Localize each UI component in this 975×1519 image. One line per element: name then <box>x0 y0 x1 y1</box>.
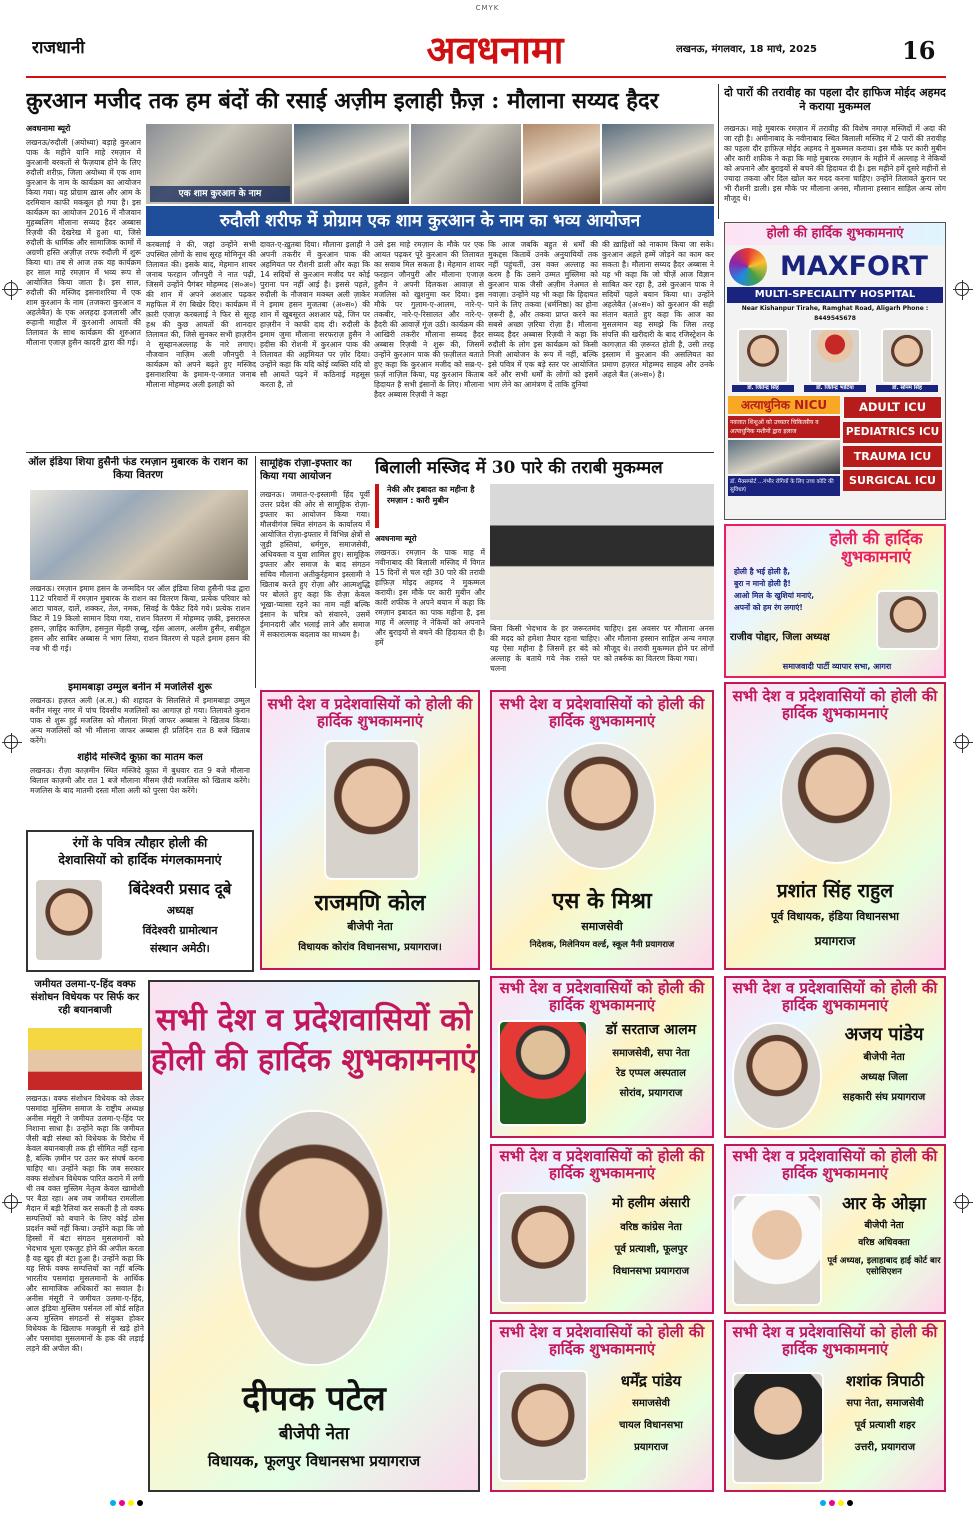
ad-dharmendra-pandey <box>490 1320 714 1492</box>
lead-subhead: रुदौली शरीफ में प्रोग्राम एक शाम कुरआन के नाम का भव्य आयोजन <box>146 206 714 236</box>
nicu-note: नवजात शिशुओं को उच्चतर चिकित्सीय व अत्याधुनिक मशीनों द्वारा इलाज <box>728 416 840 438</box>
mangal-title-1: रंगों के पवित्र त्यौहार होली की <box>72 835 208 850</box>
ration-body: लखनऊ। रमज़ान इमाम हसन के जन्मदिन पर ऑल इंडिया शिया हुसैनी फंड द्वारा 112 परिवारों में रमज़ान मुबारक के राशन का वितरण किया, प्रत्येक परिवार को आटा चावल, दालें, शक्कर, तेल, नमक, सिवई के पैकेट दिये गये। प्रत्येक राशन किट में 19 किलो सामान दिया गया, राशन वितरण में मोहम्मद ज़की, इसरारुल हसन, ज़ाहिद काज़िम, हसनुल मेंहदी ज़ब्बू, रईस आलम, अलीम हुसैन, सबीहुल हसन और साबिर अब्बास ने भाग लिया, राशन वितरण से पहले इमाम हसन की नज्र भी दी गई। <box>30 584 250 654</box>
nicu-photo <box>728 440 840 474</box>
unit-adult-icu: ADULT ICU <box>843 396 942 419</box>
ad-line: रेड एप्पल अस्पताल <box>616 1068 686 1079</box>
ad-deepak-patel <box>148 980 480 1492</box>
registration-mark <box>955 735 969 749</box>
doctor-photo <box>737 328 789 384</box>
lead-col-2: दावत-ए-ख़ुतबा दिया। मौलाना इलाही ने अपनी तकरीर में कुरआन पाक की अहमियत पर रौशनी डाली और कहा कि 14 सदियों से कुरआन मजीद पर कोई पुराना पन नहीं आई है। इससे पहले, रुदौली के नौजवान मक्ब्ल अली ज़ाकेर ने इमाम हसन मुजतबा (अ०स०) की शान में खूबसूरत अशआर पढ़े, जिन पर हाज़रीन ने काफी दाद दी। रुदौली के इमाम जुमा मौलाना सरफराज़ हुसैन ने हदीस की रोशनी में कुरआन पाक की तिलावत की अहमियत पर ज़ोर दिया। उन्होंने कहा कि यदि कोई व्यक्ति यदि वो सौ आयतें पढ़ने में कठिनाई महसूस करता है, तो <box>260 240 370 390</box>
paper-logo: अवधनामा <box>426 27 564 72</box>
holi-ad-title: होली की हार्दिक शुभकामनाएं <box>829 529 923 566</box>
ad-line: पूर्व प्रत्याशी, फूलपुर <box>614 1244 688 1255</box>
poem-line: बुरा न मानो होली है! <box>734 579 791 588</box>
registration-mark <box>955 282 969 296</box>
roza-headline: सामूहिक रोज़ा-इफ्तार का किया गया आयोजन <box>260 458 352 482</box>
waqf-headline: जमीयत उलमा-ए-हिंद वक्फ संशोधन विधेयक पर सिर्फ कर रही बयानबाजी <box>30 979 140 1016</box>
page-number: 16 <box>902 36 936 65</box>
ad-wish: सभी देश व प्रदेशवासियों को होली की हार्दिक शुभकामनाएं <box>732 687 938 723</box>
ad-line: सहकारी संघ प्रयागराज <box>842 1092 926 1103</box>
ad-prashant-singh <box>724 682 946 970</box>
event-photo <box>411 124 521 204</box>
ad-detail: निदेशक, मिलेनियम वर्ल्ड, स्कूल नैनी प्रयागराज <box>529 940 675 950</box>
doctor-name: डॉ. जितेन्द्र सिंह <box>732 385 794 392</box>
mangal-org-2: संस्थान अमेठी। <box>150 942 210 955</box>
event-photo <box>523 124 600 204</box>
ad-line: प्रयागराज <box>634 1442 668 1453</box>
ad-line: चायल विधानसभा <box>619 1420 683 1431</box>
ad-sartaj-alam <box>490 976 714 1138</box>
ad-line: समाजसेवी <box>632 1398 670 1409</box>
ad-role: बीजेपी नेता <box>347 920 393 933</box>
nicu-note-2: डॉ. मैक्सफोर्ट ...गंभीर रोगियों के लिए उच्च कोटि की सुविधाएं <box>728 476 840 496</box>
portrait-photo <box>498 1370 588 1482</box>
ad-line: बीजेपी नेता <box>864 1220 904 1231</box>
ad-wish: सभी देश व प्रदेशवासियों को होली की हार्दिक शुभकामनाएं <box>499 979 705 1015</box>
color-dots <box>110 1500 143 1506</box>
unit-trauma-icu: TRAUMA ICU <box>843 446 942 467</box>
section-name: राजधानी <box>32 38 85 58</box>
lead-col-1: करबलाई ने की, जहां उन्होंने सभी उपस्थित लोगों के साथ सूरह मोमिनून की तिलावत की। इसके बाद, मेहमान शायर जनाब फरहान जौनपुरी ने नात पढ़ी, जिसमें उन्होंने पैगंबर मोहम्मद (स०अ०) की शान में अपने अशआर पढ़कर महफिल में रंग बिखेर दिए। कार्यक्रम में क़ारी एजाज़ करबलाई ने फिर से सूरह हश्र की कुछ आयतों की शानदार तिलावत की, जिसे सुनकर सभी हाज़रीन ने सुब्हानअल्लाह के नारे लगाए। नौजवान नाज़िम अली जौनपुरी ने कार्यक्रम को अपने बढ़ते हुए मस्जिद इसनाशरिया के इमाम-ए-जमात जनाब मौलाना मोहम्मद अली इलाही को <box>146 240 256 390</box>
kufa-body: लखनऊ। रौज़ा काज़मीन स्थित मस्जिदे कूफ़ा में बुधवार रात 9 बजे मौलाना बिलाल काज़मी और रात 1 बजे मौलाना मीसम ज़ैदी मजलिस को खिताब करेंगे। मजलिस के बाद मातमी दस्ता मौला अली को पुरसा पेश करेंगे। <box>30 766 250 796</box>
ad-role: पूर्व विधायक, हंडिया विधानसभा <box>771 910 899 923</box>
waqf-photo <box>28 1028 142 1090</box>
ad-line: वरिष्ठ अधिवक्ता <box>858 1238 910 1248</box>
ad-line: उत्तरी, प्रयागराज <box>854 1442 916 1453</box>
mangal-org-1: विंदेश्वरी ग्रामोत्थान <box>142 924 218 937</box>
side-body: लखनऊ। माहे मुबारक रमज़ान में तरावीह की विशेष नमाज़ मस्जिदों में अदा की जा रही है। अमीनाबाद के नवीनाबाद स्थित बिलाली मस्जिद में 2 पारों की तरावीह का पहला दौर हाफ़िज़ मोईद अहमद ने मुकम्मल कराया। इस मौके पर कारी मुबीन और कारी शफ़ीक ने कहा कि माहे मुबारक रमज़ान के महीने में अल्लाह ने नेकियों को अपनाने और बुराइयों से बचने की हिदायत दी है। इस महीने हमें दूसरे महीनों से ज्यादा तकवा और दिल खोल कर मदद करना चाहिए। उन्होंने तिलावते कुरान पर भी रौशनी डाली। इस मौके पर मौलाना अनस, मौलाना हस्सान साहिल अन्य लोग मौजूद थे। <box>724 124 946 204</box>
dateline: लखनऊ, मंगलवार, 18 मार्च, 2025 <box>676 44 817 55</box>
banner-caption: एक शाम कुरआन के नाम <box>150 186 290 202</box>
ad-line: सपा नेता, समाजसेवी <box>846 1398 924 1409</box>
registration-mark <box>4 1195 18 1209</box>
kufa-headline: शहीदे मस्जिदे कूफ़ा का मातम कल <box>77 752 203 763</box>
ad-ajay-pandey <box>724 976 946 1138</box>
ad-wish: सभी देश व प्रदेशवासियों को होली की हार्दिक शुभकामनाएं <box>732 1147 938 1183</box>
portrait-photo <box>498 1192 588 1304</box>
ad-name: शशांक त्रिपाठी <box>845 1372 925 1390</box>
ad-name: आर के ओझा <box>842 1194 926 1214</box>
portrait-photo <box>732 1372 824 1484</box>
ad-shashank-tripathi <box>724 1320 946 1492</box>
portrait-photo <box>732 1022 822 1130</box>
big-ad-wish-1: सभी देश व प्रदेशवासियों को <box>155 1002 472 1038</box>
doctor-photo <box>881 328 933 384</box>
ad-line: पूर्व प्रत्याशी शहर <box>854 1420 916 1431</box>
bilali-body-3: चाहिए। इस अवसर पर मौलाना अनस और मौलाना हस्सान साहिल अन्य नमाज़ मौजूद थे। तरावी मुकम्मल होने पर लोगों को तबर्रुक का वितरण किया गया। <box>604 624 714 664</box>
poem-line: आओ मिल के खुशियां मनाएं, <box>734 591 815 600</box>
mangal-title-2: देशवासियों को हार्दिक मंगलकामनाएं <box>58 852 222 867</box>
ad-name: राजमणि कोल <box>314 890 426 916</box>
portrait-photo <box>876 590 940 650</box>
ad-name: एस के मिश्रा <box>552 888 652 914</box>
bilali-body: लखनऊ। रमज़ान के पाक माह में नवीनाबाद की बिलाली मस्जिद में विगत 15 दिनों से चल रही 30 पारे की तरावी हाफ़िज़ मोइद अहमद ने मुकम्मल करायी। इस मौके पर कारी मुबीन और कारी शफीक ने अपने बयान में कहा कि रमज़ान इबादत का पाक महीना है, इस माह में अल्लाह ने नेकियों को अपनाने और बुराइयों से बचने की हिदायत दी है। हमें <box>375 548 485 648</box>
hospital-logo-icon <box>729 248 767 286</box>
bilali-quote: नेकी और इबादत का महीना है रमज़ान : कारी मुबीन <box>375 484 485 528</box>
ad-role: समाजसेवी <box>581 920 623 933</box>
ration-headline: ऑल इंडिया शिया हुसैनी फंड रमज़ान मुबारक के राशन का किया वितरण <box>28 456 248 482</box>
majlis-body: लखनऊ। हज़रत अली (अ.स.) की शहादत के सिलसिले में इमामबाड़ा उम्मुल बनीन मंसूर नगर में पांच दिवसीय मजलिसों का आगाज़ हो गया। तिलावते कुरान पाक से शुरू हुई मजलिस को मौलाना मिर्ज़ा जाफर अब्बास ने खिताब किया। अन्य मजलिसों को भी मौलाना जाफर अब्बास ही प्रतिदिन रात 8 बजे खिताब करेंगे। <box>30 696 250 746</box>
doctor-photo <box>809 328 861 384</box>
hospital-address: Near Kishanpur Tirahe, Ramghat Road, Aligarh Phone : 8449545678 <box>741 305 929 322</box>
big-ad-wish-2: होली की हार्दिक शुभकामनाएं <box>150 1042 478 1078</box>
doctor-name: डॉ. सोनम सिंह <box>876 385 938 392</box>
ad-wish: सभी देश व प्रदेशवासियों को होली की हार्दिक शुभकामनाएं <box>499 1147 705 1183</box>
poem-line: अपनों को हम रंग लगाएं! <box>734 603 803 612</box>
lead-headline: क़ुरआन मजीद तक हम बंदों की रसाई अज़ीम इलाही फ़ैज़ : मौलाना सय्यद हैदर <box>26 88 659 114</box>
lead-intro: लखनऊ/रुदौली (अयोध्या) बड़ाहे कुरआन पाक के महीने यानि माहे रमज़ान में कुरआनी बरकतों से फैज़याब होने के लिए रुदौली शरीफ़, जिला अयोध्या में एक शाम कुरआन के नाम के कार्यक्रम का आयोजन किया गया। यह प्रोग्राम ख़ास और आम के दरमियान काफी मकबूल हो गया है। इस कार्यक्रम का आयोजन 2016 में नौजवान मुहब्बलिग मौलाना सय्यद हैदर अब्बास रिज़वी की देखरेख में हुआ था, जिसे रुदौली के धार्मिक और सामाजिक कामों में अग्रणी हस्ति अज़ीज़ तरफ रुदौली में शुरू किया था। तब से आज तक यह कार्यक्रम हर साल माहे रमज़ान में भव्य रूप से आयोजित किया जाता है। इस साल, रुदौली की मस्जिद इसनाशरिया में एक शाम कुरआन के नाम (तजकरा कुरआन व अहलेबैत) के एक अलहदा इजलासी और रूहानी माहौल में कुरआनी आयतों की तिलावत के साथ कार्यक्रम की शुरुआत मौलाना एजाज़ हुसैन कादरी द्वारा की गई। <box>26 138 141 348</box>
registration-mark <box>955 1195 969 1209</box>
ad-name: डॉ सरताज आलम <box>605 1022 697 1038</box>
color-dots <box>820 1500 853 1506</box>
bilali-byline: अवधनामा ब्यूरो <box>375 534 417 543</box>
portrait-photo <box>34 878 104 962</box>
poem-line: होली है भई होली है, <box>734 567 791 576</box>
ad-line: अध्यक्ष जिला <box>860 1072 908 1083</box>
lead-byline: अवधनामा ब्यूरो <box>26 124 71 133</box>
portrait-photo <box>498 1020 588 1126</box>
event-photo <box>294 124 409 204</box>
big-ad-role: बीजेपी नेता <box>278 1424 350 1444</box>
ad-line: विधानसभा प्रयागराज <box>612 1266 690 1277</box>
ad-line: सोरांव, प्रयागराज <box>619 1088 683 1099</box>
cmyk-label: CMYK <box>475 4 500 12</box>
ad-rk-ojha <box>724 1144 946 1314</box>
nicu-label: अत्याधुनिक NICU <box>728 396 840 414</box>
ad-wish: सभी देश व प्रदेशवासियों को होली की हार्दिक शुभकामनाएं <box>267 695 473 731</box>
side-headline: दो पारों की तरावीह का पहला दौर हाफिज मोईद अहमद ने कराया मुकम्मल <box>724 86 946 113</box>
registration-mark <box>4 282 18 296</box>
ad-rajmani-kol <box>260 690 480 970</box>
portrait-photo <box>238 1110 390 1366</box>
event-photo <box>602 124 714 204</box>
holi-greeting-ad <box>724 524 946 678</box>
ad-name: प्रशांत सिंह राहुल <box>776 880 894 902</box>
unit-pediatrics-icu: PEDIATRICS ICU <box>843 422 942 443</box>
section-rule <box>26 452 714 453</box>
ad-detail: प्रयागराज <box>814 934 856 948</box>
ad-wish: सभी देश व प्रदेशवासियों को होली की हार्दिक शुभकामनाएं <box>499 695 705 731</box>
mangal-ad <box>26 830 254 972</box>
hospital-name: MAXFORT <box>780 251 928 282</box>
holi-ad-name: राजीव पोद्दार, जिला अध्यक्ष <box>730 632 830 643</box>
bilali-photo <box>490 484 714 620</box>
unit-surgical-icu: SURGICAL ICU <box>843 470 942 491</box>
ad-detail: विधायक कोरांव विधानसभा, प्रयागराज। <box>298 942 442 953</box>
lead-col-5: की ख़ाहिशों को नाकाम किया जा सके। कुरआन अहले हम्में जोड़ने का काम कर सकता है। मौलाना सय्यद हैदर अब्बास ने यह भी कहा कि जो चीज़ें आज विज्ञान साबित कर रहा है, उसे कुरआन पाक ने सदियों पहले बयान किया था। उन्होंने अहलेबैत (अ०स०) को कुरआन की सही संतान बताते हुए कहा कि आज का मुसलमान यह समझे कि जिस तरह संपत्ति की खरीदारी के बाद रजिस्ट्रेशन के कागज़ात की ज़रूरत होती है, उसी तरह इस्लाम में कुरआन की असलियत का प्रमाण हज़रत मोहम्मद साहब और उनके अहले बैत (अ०स०) है। <box>602 240 714 380</box>
waqf-body: लखनऊ। वक्फ संशोधन विधेयक को लेकर पसमांदा मुस्लिम समाज के राष्ट्रीय अध्यक्ष अनीस मंसूरी ने जमीयत उलमा-ए-हिंद पर निशाना साधा है। उन्होंने कहा कि जमीयत जैसी बड़ी संस्था को विधेयक के विरोध में केवल बयानबाज़ी तक ही सीमित नहीं रहना है, बल्कि ज़मीन पर उतर कर संघर्ष करना चाहिए था। उन्होंने कहा कि जब सरकार वक्फ संशोधन विधेयक पारित कराने में लगी थी तब वक्त मुस्लिम नेतृत्व केवल खामोशी पर बैठा रहा। अब जब जमीयत रामलीला मैदान में बड़ी रैलियां कर सकती है तो वक्फ सम्पत्तियों को बचाने के लिए कोई ठोस प्रदर्शन क्यों नहीं किया। उन्होंने कहा कि जो हिस्सों में बंटा संगठन मुसलमानों को भेदभाव भूला एकजुट होने की अपील करता है वह खुद ही बंटा हुआ है। उन्होंने कहा कि यह सिर्फ वक्फ सम्पत्तियों का नहीं बल्कि भारतीय पसमांदा मुसलमानों के आर्थिक और सामाजिक अधिकारों का सवाल है। अनीस मंसूरी ने जमीयत उलमा-ए-हिंद, आल इंडिया मुस्लिम पर्सनल लॉ बोर्ड सहित अन्य मुस्लिम संगठनों से संयुक्त होकर विधेयक के खिलाफ मजबूती से खड़े होने और पसमांदा मुसलमानों के हक की लड़ाई लड़ने की अपील की। <box>26 1094 144 1354</box>
ad-line: समाजसेवी, सपा नेता <box>612 1048 690 1059</box>
majlis-headline: इमामबाड़ा उम्मुल बनीन में मजलिसें शुरू <box>68 682 212 693</box>
ad-name: मो हलीम अंसारी <box>612 1196 690 1211</box>
big-ad-name: दीपक पटेल <box>242 1379 386 1419</box>
ad-sk-mishra <box>490 690 714 970</box>
masthead-rule <box>26 76 946 78</box>
ad-name: धर्मेंद्र पांडेय <box>620 1372 682 1390</box>
roza-body: लखनऊ। जमात-ए-इस्लामी हिंद पूर्वी उत्तर प्रदेश की ओर से सामूहिक रोज़ा-इफ्तार का आयोजन किया गया। मौलवीगंज स्थित संगठन के कार्यालय में आयोजित रोज़ा-इफ्तार में विभिन्न क्षेत्रों से जुड़ी हस्तियां, धर्मगुरु, समाजसेवी, अधिवक्ता व युवा शामिल हुए। सामूहिक इफ्तार और समाज के बाद संगठन सचिव मौलाना अतीकुर्रहमान इस्लामी ने खिताब करते हुए रोज़ा और आत्मशुद्धि पर बोलते हुए कहा कि रोज़ा केवल भूखा-प्यासा रहने का नाम नहीं बल्कि इंसान के चरित्र को संवारने, उसमें ईमानदारी और भलाई लाने और समाज में सकारात्मक बदलाव का माध्यम है। <box>260 490 370 640</box>
doctor-name: डॉ. जितेन्द्र भाटिया <box>804 385 866 392</box>
hospital-ad <box>724 222 946 520</box>
ad-halim-ansari <box>490 1144 714 1314</box>
bilali-headline: बिलाली मस्जिद में 30 पारे की तराबी मुकम्मल <box>375 458 663 478</box>
lead-col-3: उसे इस माहे रमज़ान के मौके पर एक आयत पढ़कर पूरे कुरआन की तिलावत का सवाब मिल सकता है। मेहमान शायर फरहान जौनपुरी और मौलाना एजाज़ हुसैन ने अपनी दिलकश आवाज़ से मजलिस को खुशनुमा कर दिया। इस मौके पर गुलाम-ए-आलम, नारे-ए-तकबीर, नारे-ए-रिसालत और नारे-ए-हैदरी की आवाज़ें गूंज उठी। कार्यक्रम की आखिरी तकरीर मौलाना सय्यद हैदर अब्बास रिज़वी ने शुरू की, जिसमें उन्होंने कुरआन पाक की फ़ज़ीलत बताते हुए कहा कि कुरआन मजीद को सब्र-ए-फ़र्ज़ नाज़िल किया, यह कुरआन किताब हिदायत है सभी इंसानों के लिए। मौलाना हैदर अब्बास रिज़वी ने कहा <box>374 240 484 400</box>
ad-wish: सभी देश व प्रदेशवासियों को होली की हार्दिक शुभकामनाएं <box>732 979 938 1015</box>
ad-line: बीजेपी नेता <box>863 1052 905 1063</box>
portrait-photo <box>732 1194 822 1306</box>
portrait-photo <box>324 740 420 880</box>
portrait-photo <box>780 732 892 864</box>
column-rule <box>718 84 719 219</box>
ad-line: पूर्व अध्यक्ष, इलाहाबाद हाई कोर्ट बार एसोसिएशन <box>827 1256 941 1277</box>
ration-photo <box>30 490 248 580</box>
hospital-tagline: MULTI-SPECIALITY HOSPITAL <box>727 287 943 303</box>
ad-wish: सभी देश व प्रदेशवासियों को होली की हार्दिक शुभकामनाएं <box>499 1323 705 1359</box>
ad-name: अजय पांडेय <box>844 1024 924 1045</box>
mangal-name: बिंदेश्वरी प्रसाद दूबे <box>128 880 232 898</box>
ad-wish: सभी देश व प्रदेशवासियों को होली की हार्दिक शुभकामनाएं <box>732 1323 938 1359</box>
registration-mark <box>4 735 18 749</box>
hospital-greeting: होली की हार्दिक शुभकामनाएं <box>725 223 945 245</box>
holi-ad-org: समाजवादी पार्टी व्यापार सभा, आगरा <box>782 662 892 671</box>
big-ad-detail: विधायक, फूलपुर विधानसभा प्रयागराज <box>207 1452 421 1470</box>
lead-col-4: कि आज जबकि बहुत से धर्मों की मुकद्दस किताबें उनके अनुयायियों तक नहीं पहुंचतीं, उस वक्त अल्लाह का करम है कि उसने उम्मत मुस्लिमा को कुरआन पाक जैसी अज़ीम नेअमत से नवाज़ा। उन्होंने यह भी कहा कि हिदायत पाने के लिए तकवा (धर्मनिष्ठा) का होना ज़रूरी है, और तकवा प्राप्त करने का सबसे अच्छा ज़रिया रोज़ा है। मौलाना सय्यद हैदर अब्बास रिज़वी ने कहा कि रुदौली के लोग इस कार्यक्रम को किसी निजी आयोजन के रूप में नहीं, बल्कि इसे पवित्र में एक बड़े स्तर पर आयोजित करें और सभी धर्मों के लोगों को इसमें भाग लेने का आमंत्रण दें ताकि दुनियां <box>488 240 598 390</box>
ad-line: वरिष्ठ कांग्रेस नेता <box>620 1222 682 1233</box>
portrait-photo <box>546 742 656 870</box>
bilali-body-2: बिना किसी भेदभाव के हर जरूरतमंद की मदद को हमेशा तैयार रहना चाहिए। यह ऐसा महीना है जिसमें हर बंदे को अल्लाह के बताये गये नेक रास्ते पर चलना <box>490 624 600 674</box>
column-rule <box>255 456 256 688</box>
mangal-role: अध्यक्ष <box>166 904 194 917</box>
